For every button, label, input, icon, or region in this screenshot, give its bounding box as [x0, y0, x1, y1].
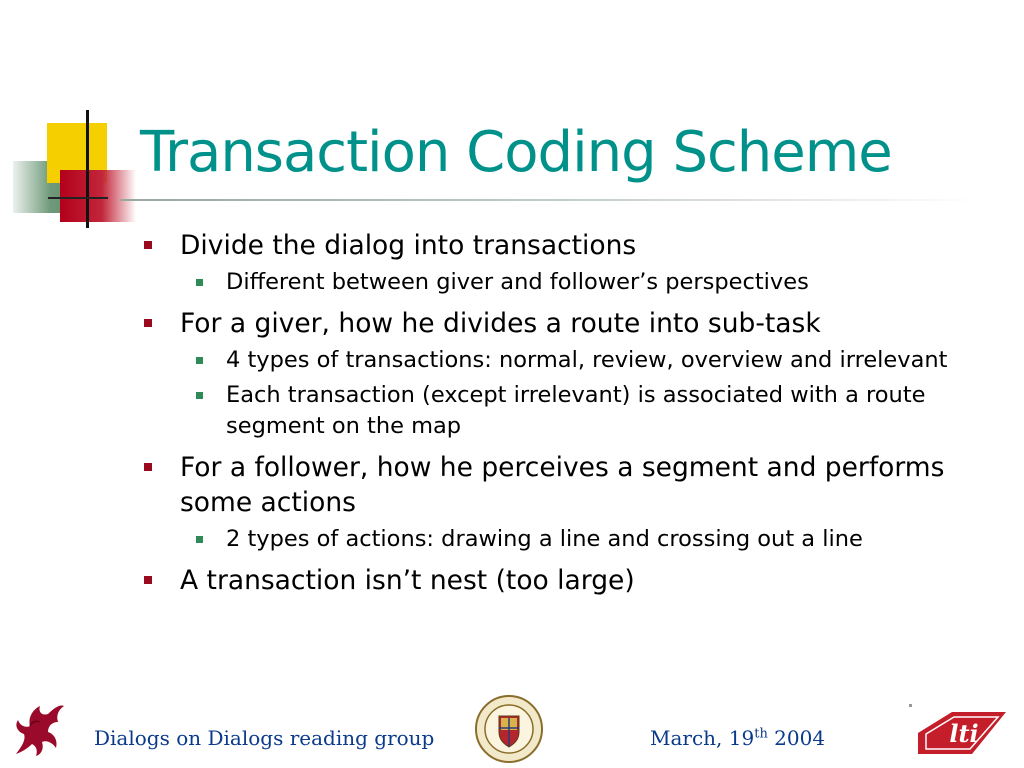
bullet-list [140, 228, 970, 598]
lti-logo-text: lti [949, 719, 979, 748]
small-square-bullet-icon [196, 536, 203, 543]
sub-bullet-item [226, 380, 970, 442]
dragon-logo-icon [8, 696, 66, 758]
square-bullet-icon [144, 319, 152, 327]
bullet-text: 4 types of transactions: normal, review, overview and irrelevant [226, 347, 948, 373]
small-square-bullet-icon [196, 357, 203, 364]
footer-date [650, 726, 825, 750]
bullet-text: A transaction isn’t nest (too large) [180, 565, 635, 596]
lti-logo-icon [912, 708, 1012, 758]
bullet-text: For a giver, how he divides a route into sub-task [180, 308, 821, 339]
bullet-text: For a follower, how he perceives a segment and performs some actions [180, 452, 945, 518]
small-square-bullet-icon [196, 392, 203, 399]
bullet-text: 2 types of actions: drawing a line and crossing out a line [226, 526, 863, 552]
square-bullet-icon [144, 241, 152, 249]
decorative-red-block [60, 170, 136, 222]
bullet-text: Divide the dialog into transactions [180, 230, 637, 261]
bullet-item [180, 450, 970, 520]
university-seal-icon [474, 694, 544, 764]
footer-date-month: March, 19 [650, 726, 755, 750]
bullet-text: Each transaction (except irrelevant) is associated with a route segment on the map [226, 382, 926, 439]
decorative-horizontal-line [48, 197, 108, 199]
footer [0, 690, 1024, 768]
decorative-dot [909, 704, 912, 707]
square-bullet-icon [144, 463, 152, 471]
footer-date-year: 2004 [767, 726, 826, 750]
bullet-text: Different between giver and follower’s perspectives [226, 269, 809, 295]
slide-title: Transaction Coding Scheme [140, 120, 892, 185]
bullet-item [180, 563, 970, 598]
small-square-bullet-icon [196, 279, 203, 286]
bullet-item [180, 306, 970, 341]
footer-date-superscript: th [754, 726, 768, 742]
title-divider [120, 199, 980, 201]
sub-bullet-item [226, 524, 970, 555]
bullet-item [180, 228, 970, 263]
sub-bullet-item [226, 267, 970, 298]
square-bullet-icon [144, 576, 152, 584]
footer-group-name: Dialogs on Dialogs reading group [94, 726, 435, 750]
decorative-vertical-line [86, 110, 89, 228]
sub-bullet-item [226, 345, 970, 376]
